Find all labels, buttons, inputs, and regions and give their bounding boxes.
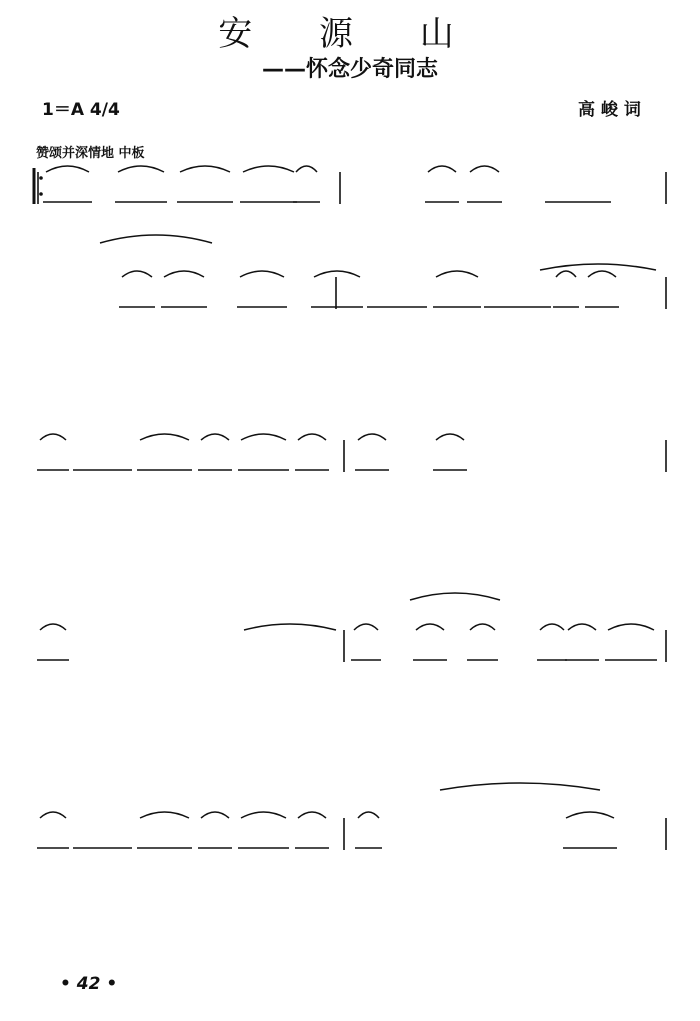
slur: [314, 271, 360, 277]
page-number: • 42 •: [60, 974, 118, 994]
slur: [416, 624, 444, 630]
slur: [470, 624, 495, 630]
slur: [240, 271, 284, 277]
repeat-dot: [39, 176, 43, 180]
slur: [140, 434, 189, 440]
slur: [122, 271, 152, 277]
slur: [540, 624, 564, 630]
slur: [568, 624, 596, 630]
phrase-slur: [100, 235, 212, 243]
slur: [608, 624, 654, 630]
key-label: 1＝A: [42, 100, 84, 120]
slur: [40, 624, 66, 630]
slur: [354, 624, 378, 630]
phrase-slur: [540, 264, 656, 270]
slur: [436, 271, 478, 277]
slur: [201, 812, 229, 818]
song-title: 安 源 山: [218, 14, 482, 54]
slur: [164, 271, 204, 277]
slur: [556, 271, 576, 277]
slur: [298, 812, 326, 818]
slur: [298, 434, 326, 440]
song-subtitle: ——怀念少奇同志: [261, 57, 438, 82]
slur: [358, 434, 386, 440]
lyricist-credit: 高 峻 词: [578, 100, 641, 120]
slur: [140, 812, 189, 818]
slur: [566, 812, 614, 818]
phrase-slur: [440, 783, 600, 790]
slur: [241, 812, 286, 818]
slur: [296, 166, 317, 172]
slur: [201, 434, 229, 440]
slur: [588, 271, 616, 277]
repeat-dot: [39, 192, 43, 196]
slur: [428, 166, 456, 172]
phrase-slur: [244, 624, 336, 630]
slur: [118, 166, 164, 172]
slur: [180, 166, 230, 172]
slur: [243, 166, 294, 172]
slur: [40, 812, 66, 818]
slur: [358, 812, 379, 818]
slur: [46, 166, 89, 172]
tempo-marking: 赞颂并深情地 中板: [36, 146, 145, 161]
slur: [470, 166, 499, 172]
phrase-slur: [410, 593, 500, 600]
slur: [40, 434, 66, 440]
slur: [436, 434, 464, 440]
slur: [241, 434, 286, 440]
time-signature: 4/4: [89, 100, 120, 120]
